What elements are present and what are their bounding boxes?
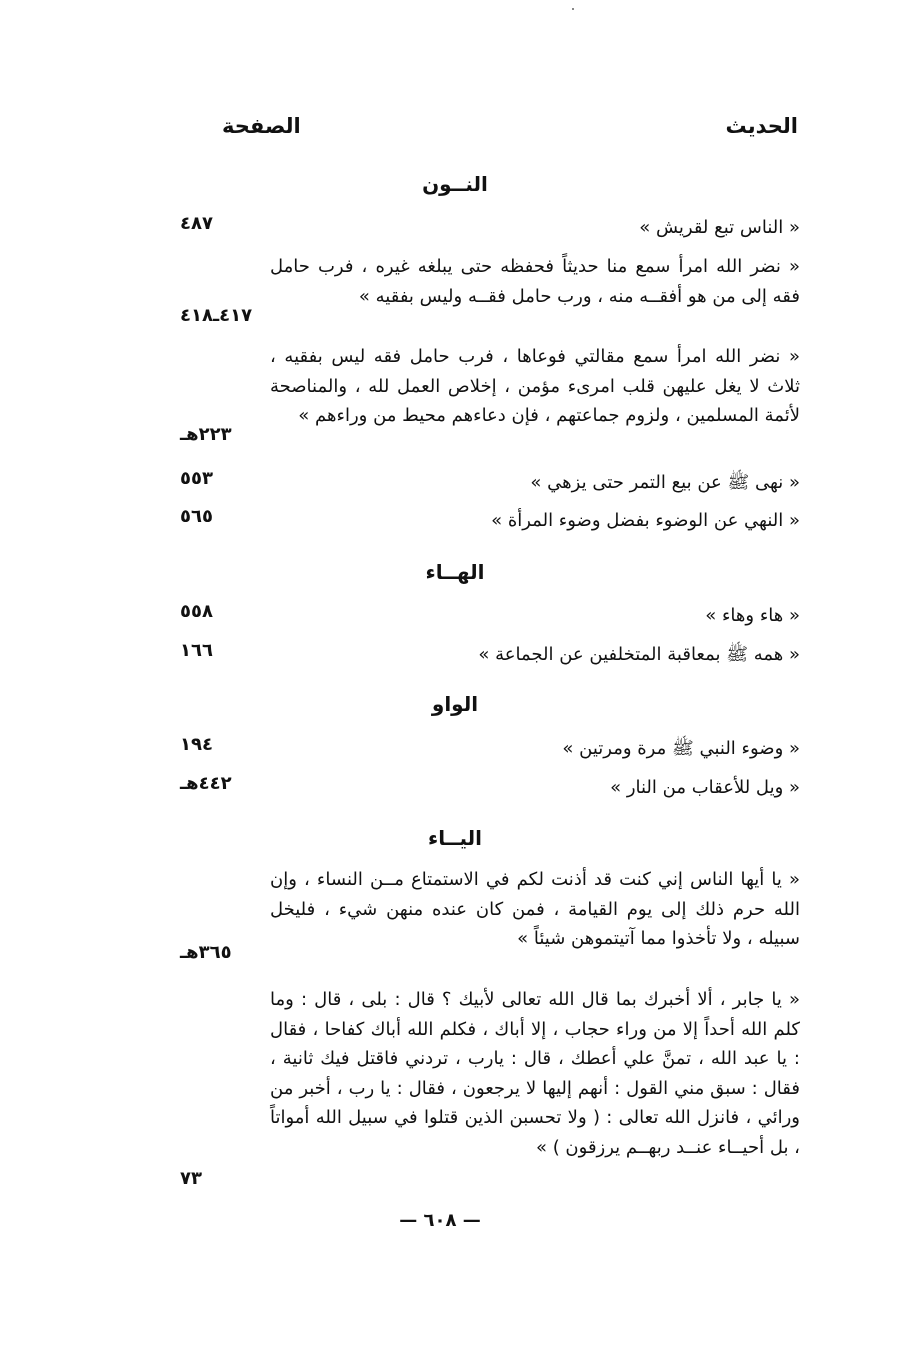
hadith-entry: « يا أيها الناس إني كنت قد أذنت لكم في الاستمتاع مــن النساء ، وإن الله حرم ذلك إلى يوم القيامة ، فمن كان عنده منهن شيء ، فليخل سبيله ، ولا تأخذوا مما آتيتموهن شيئاً » xyxy=(270,869,800,949)
hadith-entry: « النهي عن الوضوء بفضل وضوء المرأة » xyxy=(491,510,800,531)
hadith-entry: « نضر الله امرأ سمع مقالتي فوعاها ، فرب حامل فقه ليس بفقيه ، ثلاث لا يغل عليهن قلب امرىء مؤمن ، إخلاص العمل لله ، والمناصحة لأئمة المسلمين ، ولزوم جماعتهم ، فإن دعاءهم محيط من وراءهم » xyxy=(270,346,800,426)
page-reference: ٧٣ xyxy=(180,1168,202,1189)
column-header-hadith: الحديث xyxy=(725,114,798,138)
page-reference: ٤٨٧ xyxy=(180,213,213,234)
hadith-entry: « الناس تبع لقريش » xyxy=(639,217,800,238)
page-reference: ١٦٦ xyxy=(180,640,213,661)
section-heading-waw: الواو xyxy=(431,692,479,716)
section-heading-nun: النــون xyxy=(422,172,488,196)
section-heading-ha: الهــاء xyxy=(425,560,485,584)
hadith-entry: « نضر الله امرأ سمع منا حديثاً فحفظه حتى يبلغه غيره ، فرب حامل فقه إلى من هو أفقــه منه ، ورب حامل فقــه وليس بفقيه » xyxy=(270,256,800,307)
hadith-entry: « وضوء النبي ﷺ مرة ومرتين » xyxy=(562,738,800,759)
page-reference: ٤١٧ـ٤١٨ xyxy=(180,305,253,326)
page-reference: ٢٢٣هـ xyxy=(180,424,232,445)
hadith-entry: « همه ﷺ بمعاقبة المتخلفين عن الجماعة » xyxy=(478,644,800,665)
page-reference: ٥٥٨ xyxy=(180,601,213,622)
hadith-entry: « يا جابر ، ألا أخبرك بما قال الله تعالى لأبيك ؟ قال : بلى ، قال : وما كلم الله أحداً إلا من وراء حجاب ، إلا أباك ، فكلم الله أباك كفاحا ، فقال : يا عبد الله ، تمنَّ علي أعطك ، قال : يارب ، تردني فاقتل فيك ثانية ، فقال : سبق مني القول : أنهم إليها لا يرجعون ، فقال : يا رب ، أخبر من ورائي ، فانزل الله تعالى : ( ولا تحسبن الذين قتلوا في سبيل الله أمواتاً ، بل أحيــاء عنــد ربهــم يرزقون ) » xyxy=(270,989,800,1158)
hadith-entry: « ويل للأعقاب من النار » xyxy=(610,777,800,798)
column-header-page: الصفحة xyxy=(222,114,301,138)
section-heading-ya: اليــاء xyxy=(428,826,482,850)
hadith-entry: « هاء وهاء » xyxy=(705,605,800,626)
hadith-entry: « نهى ﷺ عن بيع التمر حتى يزهي » xyxy=(530,472,800,493)
page-reference: ٥٥٣ xyxy=(180,468,213,489)
page-reference: ٣٦٥هـ xyxy=(180,942,232,963)
page-reference: ٥٦٥ xyxy=(180,506,213,527)
scan-speck xyxy=(572,8,574,10)
page-reference: ٤٤٢هـ xyxy=(180,773,232,794)
page-number: — ٦٠٨ — xyxy=(399,1210,481,1231)
page-reference: ١٩٤ xyxy=(180,734,213,755)
